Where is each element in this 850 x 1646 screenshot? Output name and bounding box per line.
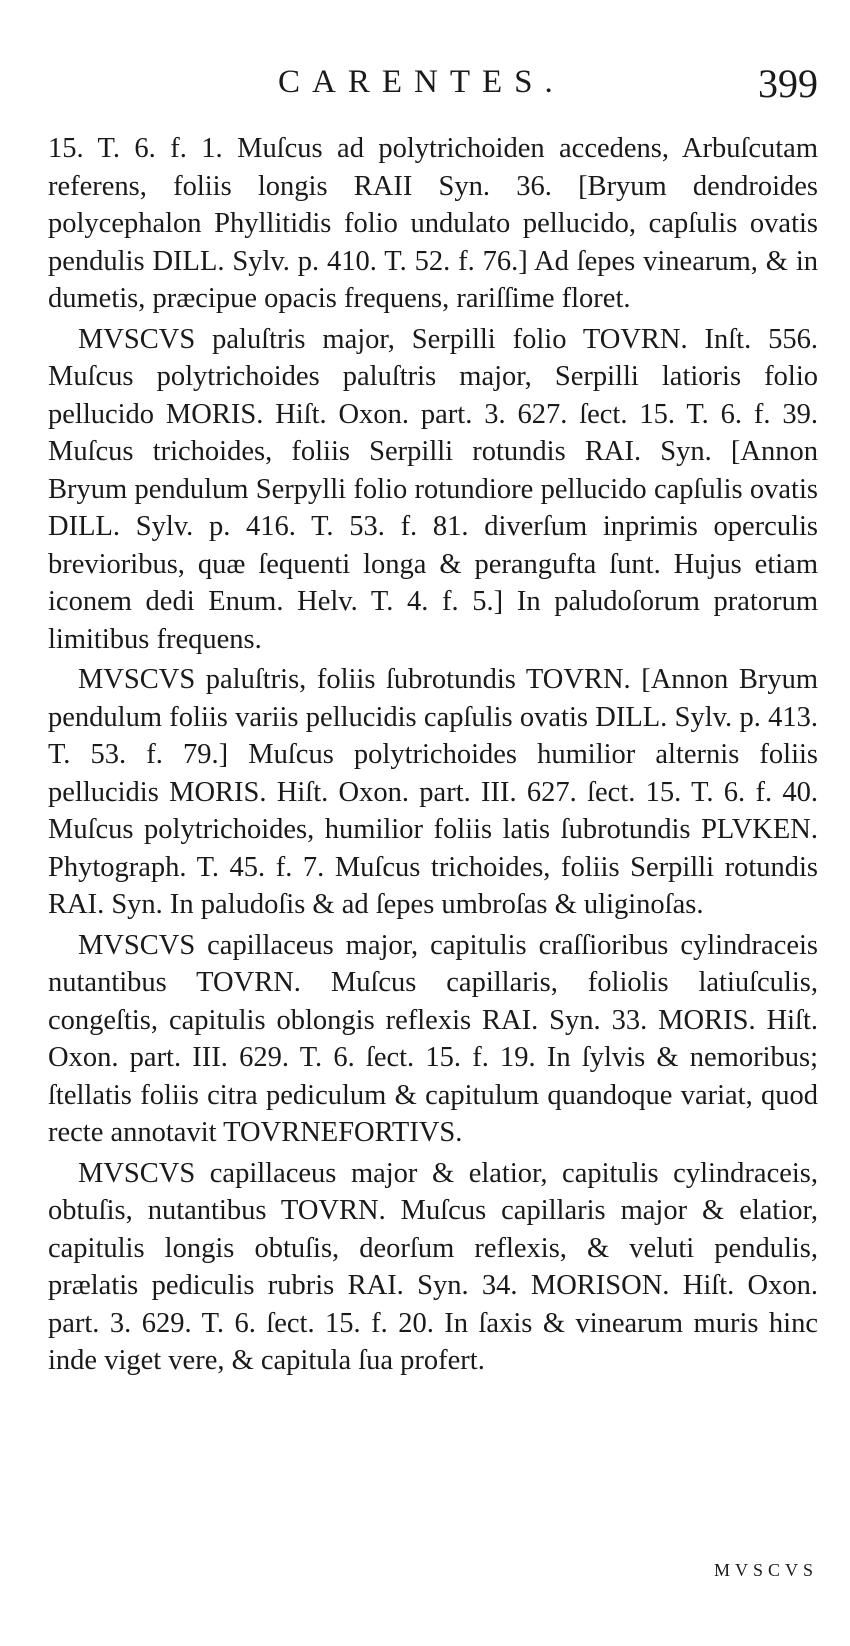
running-title: CARENTES. — [278, 64, 565, 100]
paragraph-continuation: 15. T. 6. f. 1. Muſcus ad polytrichoiden accedens, Arbuſcutam referens, foliis longis RAII Syn. 36. [Bryum dendroides polycephalon Phyllitidis folio undulato pellucido, capſulis ovatis pendulis DILL. Sylv. p. 410. T. 52. f. 76.] Ad ſepes vinearum, & in dumetis, præcipue opacis frequens, rariſſime floret. — [48, 133, 818, 314]
paragraph-entry: MVSCVS capillaceus major & elatior, capitulis cylindraceis, obtuſis, nutantibus TOVRN. Muſcus capillaris major & elatior, capitulis longis obtuſis, deorſum reflexis, & veluti pendulis, prælatis pediculis rubris RAI. Syn. 34. MORISON. Hiſt. Oxon. part. 3. 629. T. 6. ſect. 15. f. 20. In ſaxis & vinearum muris hinc inde viget vere, & capitula ſua profert. — [48, 1157, 818, 1376]
paragraph-entry: MVSCVS paluſtris major, Serpilli folio TOVRN. Inſt. 556. Muſcus polytrichoides paluſtris major, Serpilli latioris folio pellucido MORIS. Hiſt. Oxon. part. 3. 627. ſect. 15. T. 6. f. 39. Muſcus trichoides, foliis Serpilli rotundis RAI. Syn. [Annon Bryum pendulum Serpylli folio rotundiore pellucido capſulis ovatis DILL. Sylv. p. 416. T. 53. f. 81. diverſum inprimis operculis brevioribus, quæ ſequenti longa & perangufta ſunt. Hujus etiam iconem dedi Enum. Helv. T. 4. f. 5.] In paludoſorum pratorum limitibus frequens. — [48, 323, 818, 655]
catchword: MVSCVS — [713, 1560, 818, 1580]
body-text — [48, 130, 818, 1383]
running-head — [48, 60, 818, 110]
page-number: 399 — [758, 61, 818, 106]
paragraph-entry: MVSCVS capillaceus major, capitulis craſſioribus cylindraceis nutantibus TOVRN. Muſcus capillaris, foliolis latiuſculis, congeſtis, capitulis oblongis reflexis RAI. Syn. 33. MORIS. Hiſt. Oxon. part. III. 629. T. 6. ſect. 15. f. 19. In ſylvis & nemoribus; ſtellatis foliis citra pediculum & capitulum quandoque variat, quod recte annotavit TOVRNEFORTIVS. — [48, 929, 818, 1148]
paragraph-entry: MVSCVS paluſtris, foliis ſubrotundis TOVRN. [Annon Bryum pendulum foliis variis pellucidis capſulis ovatis DILL. Sylv. p. 413. T. 53. f. 79.] Muſcus polytrichoides humilior alternis foliis pellucidis MORIS. Hiſt. Oxon. part. III. 627. ſect. 15. T. 6. f. 40. Muſcus polytrichoides, humilior foliis latis ſubrotundis PLVKEN. Phytograph. T. 45. f. 7. Muſcus trichoides, foliis Serpilli rotundis RAI. Syn. In paludoſis & ad ſepes umbroſas & uliginoſas. — [48, 664, 818, 920]
